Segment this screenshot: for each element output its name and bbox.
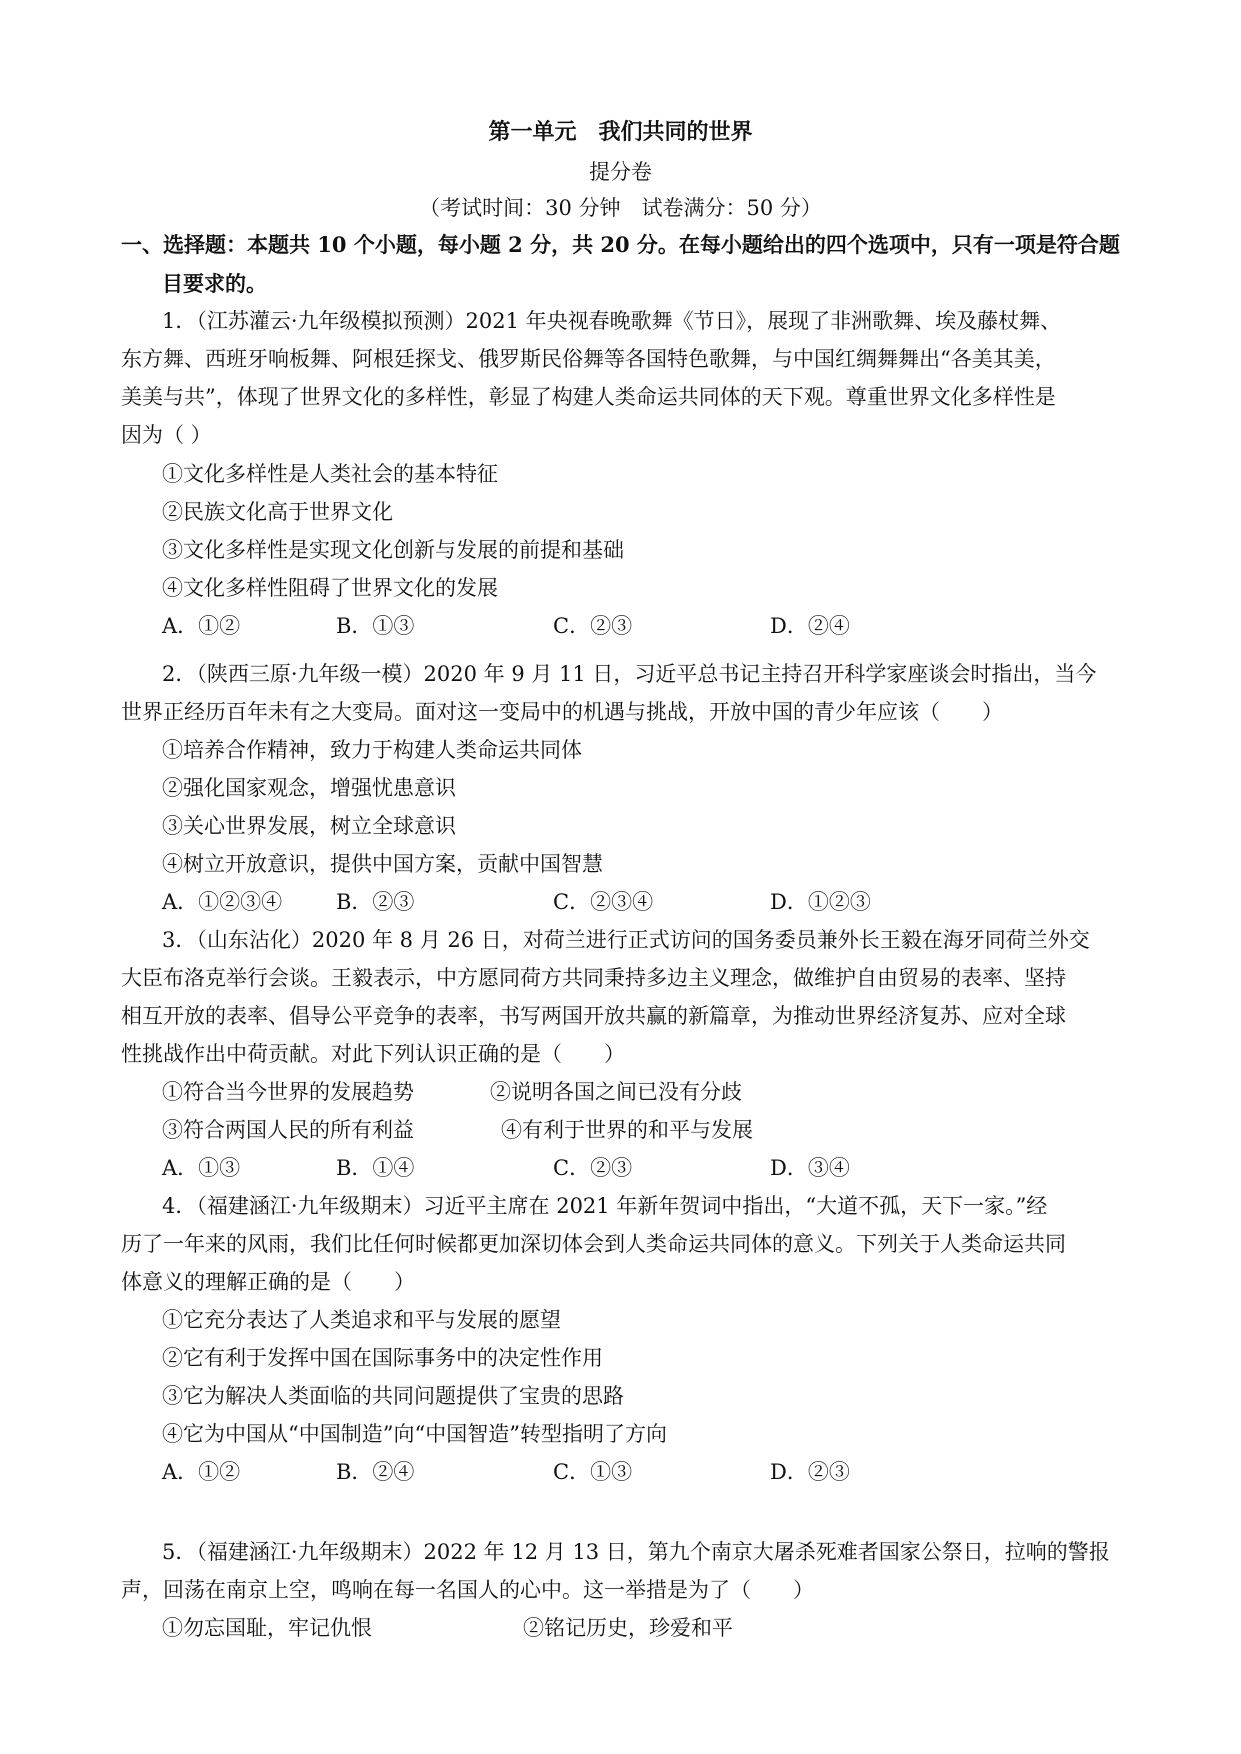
statement: ②民族文化高于世界文化 (162, 500, 393, 524)
answer-option-d[interactable]: D．①②③ (770, 890, 871, 914)
answer-option-d[interactable]: D．②③ (770, 1460, 850, 1484)
answer-option-b[interactable]: B．②③ (336, 890, 415, 914)
statement: ④它为中国从“中国制造”向“中国智造”转型指明了方向 (162, 1422, 667, 1446)
answer-option-a[interactable]: A．①② (162, 1460, 241, 1484)
question-stem-line: 4．（福建涵江·九年级期末）习近平主席在 2021 年新年贺词中指出，“大道不孤，天下一家。”经 (162, 1194, 1048, 1218)
answer-option-a[interactable]: A．①②③④ (162, 890, 283, 914)
statement: ③它为解决人类面临的共同问题提供了宝贵的思路 (162, 1384, 624, 1408)
answer-option-c[interactable]: C．②③ (553, 614, 633, 638)
question-stem-line: 东方舞、西班牙响板舞、阿根廷探戈、俄罗斯民俗舞等各国特色歌舞，与中国红绸舞舞出“各美其美， (121, 347, 1056, 371)
question-stem-line: 1．（江苏灌云·九年级模拟预测）2021 年央视春晚歌舞《节日》，展现了非洲歌舞、埃及藤杖舞、 (162, 309, 1062, 333)
statement: ①文化多样性是人类社会的基本特征 (162, 462, 498, 486)
question-stem-line: 声，回荡在南京上空，鸣响在每一名国人的心中。这一举措是为了（ ） (121, 1578, 814, 1602)
page-subtitle: 提分卷 (589, 160, 652, 184)
question-stem-line: 2．（陕西三原·九年级一模）2020 年 9 月 11 日，习近平总书记主持召开科学家座谈会时指出，当今 (162, 662, 1097, 686)
page-title: 第一单元 我们共同的世界 (488, 119, 753, 145)
answer-option-c[interactable]: C．②③ (553, 1156, 633, 1180)
question-stem-line: 体意义的理解正确的是（ ） (121, 1270, 415, 1294)
statement: ①符合当今世界的发展趋势 (162, 1080, 414, 1104)
statement: ①勿忘国耻，牢记仇恨 (162, 1616, 372, 1640)
statement: ①它充分表达了人类追求和平与发展的愿望 (162, 1308, 561, 1332)
question-stem-line: 性挑战作出中荷贡献。对此下列认识正确的是（ ） (121, 1042, 625, 1066)
exam-info: （考试时间：30 分钟 试卷满分：50 分） (419, 196, 822, 220)
statement: ③符合两国人民的所有利益 (162, 1118, 414, 1142)
question-stem-line: 历了一年来的风雨，我们比任何时候都更加深切体会到人类命运共同体的意义。下列关于人类命运共同 (121, 1232, 1066, 1256)
statement: ④文化多样性阻碍了世界文化的发展 (162, 576, 498, 600)
statement: ②说明各国之间已没有分歧 (490, 1080, 742, 1104)
statement: ②它有利于发挥中国在国际事务中的决定性作用 (162, 1346, 603, 1370)
question-stem-line: 因为（ ） (121, 423, 212, 447)
question-stem-line: 3．（山东沾化）2020 年 8 月 26 日，对荷兰进行正式访问的国务委员兼外长王毅在海牙同荷兰外交 (162, 928, 1090, 952)
section-heading: 一、选择题：本题共 10 个小题，每小题 2 分，共 20 分。在每小题给出的四个选项中，只有一项是符合题 (121, 232, 1120, 257)
statement: ④有利于世界的和平与发展 (501, 1118, 753, 1142)
statement: ④树立开放意识，提供中国方案，贡献中国智慧 (162, 852, 603, 876)
answer-option-b[interactable]: B．②④ (336, 1460, 415, 1484)
statement: ③文化多样性是实现文化创新与发展的前提和基础 (162, 538, 624, 562)
section-heading-continued: 目要求的。 (162, 271, 267, 296)
answer-option-d[interactable]: D．③④ (770, 1156, 850, 1180)
question-stem-line: 相互开放的表率、倡导公平竞争的表率，书写两国开放共赢的新篇章，为推动世界经济复苏、应对全球 (121, 1004, 1066, 1028)
question-stem-line: 世界正经历百年未有之大变局。面对这一变局中的机遇与挑战，开放中国的青少年应该（ ） (121, 700, 1003, 724)
question-stem-line: 美美与共”，体现了世界文化的多样性，彰显了构建人类命运共同体的天下观。尊重世界文化多样性是 (121, 385, 1056, 409)
question-stem-line: 大臣布洛克举行会谈。王毅表示，中方愿同荷方共同秉持多边主义理念，做维护自由贸易的表率、坚持 (121, 966, 1066, 990)
statement: ②铭记历史，珍爱和平 (523, 1616, 733, 1640)
statement: ①培养合作精神，致力于构建人类命运共同体 (162, 738, 582, 762)
statement: ②强化国家观念，增强忧患意识 (162, 776, 456, 800)
answer-option-c[interactable]: C．①③ (553, 1460, 633, 1484)
answer-option-c[interactable]: C．②③④ (553, 890, 654, 914)
answer-option-b[interactable]: B．①④ (336, 1156, 415, 1180)
answer-option-a[interactable]: A．①② (162, 614, 241, 638)
answer-option-b[interactable]: B．①③ (336, 614, 415, 638)
answer-option-d[interactable]: D．②④ (770, 614, 850, 638)
statement: ③关心世界发展，树立全球意识 (162, 814, 456, 838)
question-stem-line: 5．（福建涵江·九年级期末）2022 年 12 月 13 日，第九个南京大屠杀死难者国家公祭日，拉响的警报 (162, 1540, 1110, 1564)
answer-option-a[interactable]: A．①③ (162, 1156, 241, 1180)
